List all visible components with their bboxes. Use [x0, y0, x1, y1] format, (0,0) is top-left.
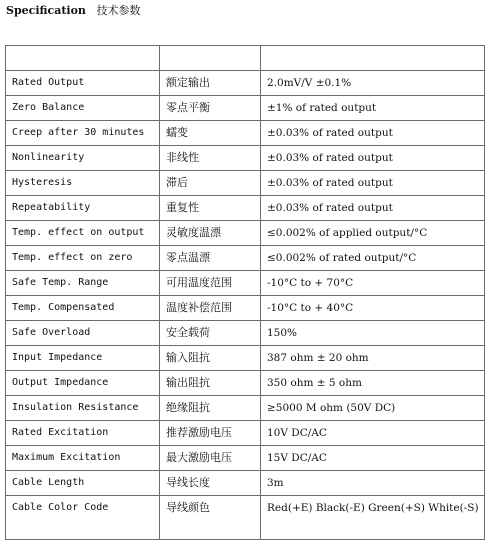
table-header-row	[6, 46, 485, 71]
spec-name: Hysteresis	[6, 171, 160, 196]
spec-name: Output Impedance	[6, 371, 160, 396]
spec-name-zh: 温度补偿范围	[160, 296, 261, 321]
spec-name: Insulation Resistance	[6, 396, 160, 421]
spec-value: 350 ohm ± 5 ohm	[261, 371, 485, 396]
spec-name-zh: 零点温漂	[160, 246, 261, 271]
spec-value: ≤0.002% of rated output/°C	[261, 246, 485, 271]
spec-value: ≤0.002% of applied output/°C	[261, 221, 485, 246]
spec-name-zh: 重复性	[160, 196, 261, 221]
header-cell	[160, 46, 261, 71]
table-row	[6, 396, 485, 421]
spec-name-zh: 灵敏度温漂	[160, 221, 261, 246]
spec-name-zh: 输出阻抗	[160, 371, 261, 396]
spec-table	[5, 45, 485, 540]
spec-value: -10°C to + 40°C	[261, 296, 485, 321]
spec-value: 10V DC/AC	[261, 421, 485, 446]
spec-name-zh: 导线颜色	[160, 496, 261, 540]
spec-name-zh: 最大激励电压	[160, 446, 261, 471]
spec-name-zh: 推荐激励电压	[160, 421, 261, 446]
spec-name: Creep after 30 minutes	[6, 121, 160, 146]
spec-name-zh: 导线长度	[160, 471, 261, 496]
spec-name: Rated Excitation	[6, 421, 160, 446]
spec-name-zh: 蠕变	[160, 121, 261, 146]
table-row	[6, 121, 485, 146]
spec-value: 3m	[261, 471, 485, 496]
spec-name: Input Impedance	[6, 346, 160, 371]
spec-name-zh: 额定输出	[160, 71, 261, 96]
table-row	[6, 171, 485, 196]
spec-name: Rated Output	[6, 71, 160, 96]
spec-value: -10°C to + 70°C	[261, 271, 485, 296]
table-row	[6, 321, 485, 346]
table-row	[6, 421, 485, 446]
spec-name: Safe Temp. Range	[6, 271, 160, 296]
header-cell	[261, 46, 485, 71]
spec-value: ±0.03% of rated output	[261, 146, 485, 171]
spec-value: ±0.03% of rated output	[261, 196, 485, 221]
spec-name: Repeatability	[6, 196, 160, 221]
table-row	[6, 96, 485, 121]
page-title	[6, 3, 141, 19]
table-row	[6, 471, 485, 496]
table-row	[6, 496, 485, 540]
title-chinese: 技术参数	[96, 4, 141, 17]
table-row	[6, 71, 485, 96]
spec-name: Temp. Compensated	[6, 296, 160, 321]
spec-name-zh: 滞后	[160, 171, 261, 196]
spec-value: 15V DC/AC	[261, 446, 485, 471]
spec-value: ±1% of rated output	[261, 96, 485, 121]
spec-name-zh: 安全载荷	[160, 321, 261, 346]
spec-name-zh: 可用温度范围	[160, 271, 261, 296]
spec-name: Temp. effect on output	[6, 221, 160, 246]
table-row	[6, 221, 485, 246]
spec-value: 2.0mV/V ±0.1%	[261, 71, 485, 96]
table-row	[6, 271, 485, 296]
spec-name: Cable Length	[6, 471, 160, 496]
spec-name-zh: 绝缘阻抗	[160, 396, 261, 421]
spec-value: ±0.03% of rated output	[261, 121, 485, 146]
title-english: Specification	[6, 4, 86, 17]
table-row	[6, 246, 485, 271]
spec-value: Red(+E) Black(-E) Green(+S) White(-S)	[261, 496, 485, 540]
spec-value: ±0.03% of rated output	[261, 171, 485, 196]
spec-name: Safe Overload	[6, 321, 160, 346]
spec-value: 387 ohm ± 20 ohm	[261, 346, 485, 371]
spec-name-zh: 非线性	[160, 146, 261, 171]
header-cell	[6, 46, 160, 71]
table-row	[6, 146, 485, 171]
spec-value: 150%	[261, 321, 485, 346]
table-row	[6, 371, 485, 396]
spec-name-zh: 零点平衡	[160, 96, 261, 121]
table-row	[6, 196, 485, 221]
table-row	[6, 346, 485, 371]
spec-value: ≥5000 M ohm (50V DC)	[261, 396, 485, 421]
table-row	[6, 296, 485, 321]
spec-name: Cable Color Code	[6, 496, 160, 540]
table-row	[6, 446, 485, 471]
spec-name: Nonlinearity	[6, 146, 160, 171]
spec-name: Zero Balance	[6, 96, 160, 121]
spec-name-zh: 输入阻抗	[160, 346, 261, 371]
spec-name: Maximum Excitation	[6, 446, 160, 471]
spec-name: Temp. effect on zero	[6, 246, 160, 271]
